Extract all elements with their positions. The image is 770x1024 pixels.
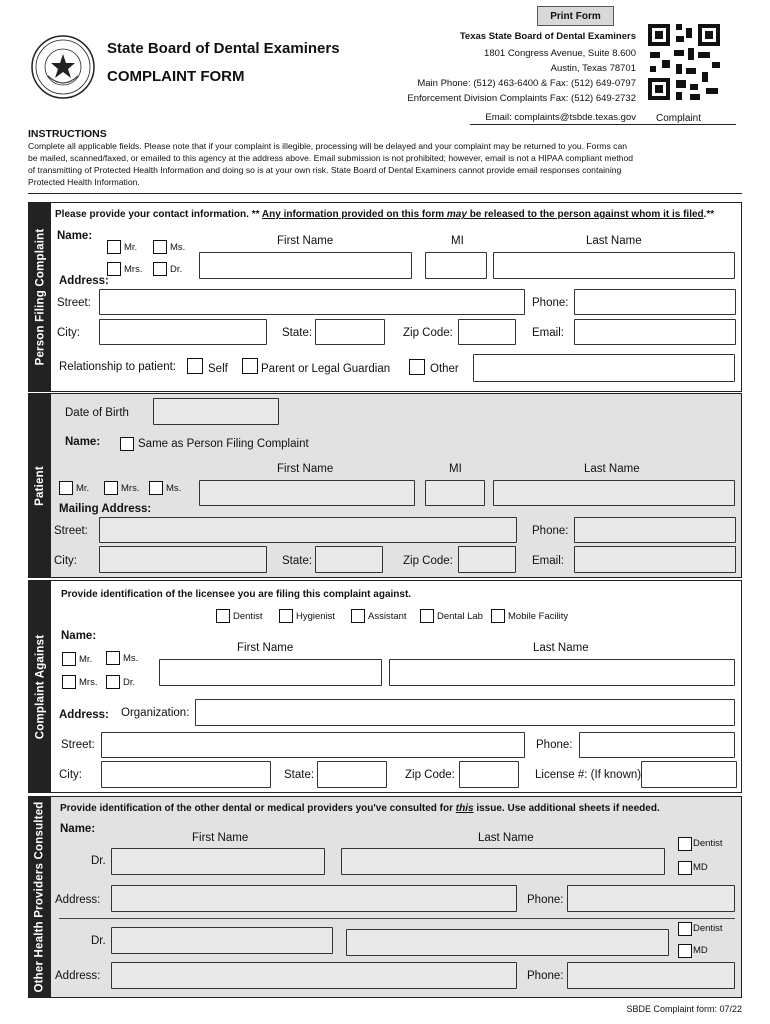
against-organization-input[interactable] [195, 699, 735, 726]
instructions-title: INSTRUCTIONS [28, 128, 107, 140]
patient-mrs-option[interactable] [104, 481, 139, 495]
filer-last-name-input[interactable] [493, 252, 735, 279]
patient-zip-input[interactable] [458, 546, 516, 573]
against-organization-label: Organization: [121, 707, 190, 719]
section-person-filing [28, 202, 742, 392]
filer-mrs-option[interactable] [107, 262, 142, 276]
side-label-person-filing: Person Filing Complaint [29, 203, 51, 391]
patient-dob-input[interactable] [153, 398, 279, 425]
provider2-dentist-checkbox[interactable] [678, 922, 692, 936]
against-mrs-checkbox[interactable] [62, 675, 76, 689]
against-address-label: Address: [59, 709, 109, 721]
against-type-dental-lab-option[interactable] [420, 609, 483, 623]
patient-last-name-label: Last Name [584, 463, 640, 475]
filer-zip-label: Zip Code: [403, 327, 453, 339]
against-state-label: State: [284, 769, 315, 781]
filer-zip-input[interactable] [458, 319, 516, 345]
filer-ms-checkbox[interactable] [153, 240, 167, 254]
relationship-other-input[interactable] [473, 354, 735, 382]
patient-first-name-label: First Name [277, 463, 334, 475]
against-type-hygienist-checkbox[interactable] [279, 609, 293, 623]
agency-name: Texas State Board of Dental Examiners [459, 31, 636, 42]
filer-mr-option[interactable] [107, 240, 137, 254]
qr-label: Complaint [656, 113, 702, 124]
filer-street-input[interactable] [99, 289, 525, 315]
filer-name-label: Name: [57, 230, 93, 242]
patient-ms-label: Ms. [166, 482, 182, 494]
filer-ms-label: Ms. [170, 241, 186, 253]
against-first-name-label: First Name [237, 642, 294, 654]
patient-city-input[interactable] [99, 546, 267, 573]
against-phone-label: Phone: [536, 739, 573, 751]
relationship-other-checkbox[interactable] [409, 359, 425, 375]
patient-last-name-input[interactable] [493, 480, 735, 506]
patient-same-label: Same as Person Filing Complaint [138, 438, 309, 450]
form-version-footer: SBDE Complaint form: 07/22 [626, 1004, 742, 1014]
patient-email-input[interactable] [574, 546, 736, 573]
patient-ms-option[interactable] [149, 481, 181, 495]
print-form-button[interactable]: Print Form [537, 6, 614, 26]
against-type-dental-lab-label: Dental Lab [437, 610, 483, 622]
patient-name-label: Name: [65, 436, 101, 448]
filer-first-name-label: First Name [277, 235, 334, 247]
filer-state-input[interactable] [315, 319, 385, 345]
filer-mr-label: Mr. [124, 241, 138, 253]
against-zip-label: Zip Code: [405, 769, 455, 781]
instructions-line3: of transmitting of Protected Health Information and doing so is at your own risk. State Board of Dental Examiners cannot provide email responses containing [28, 165, 622, 175]
qr-code-icon [646, 22, 722, 102]
against-street-label: Street: [61, 739, 95, 751]
instructions-line4: Protected Health Information. [28, 177, 140, 187]
provider2-address-input[interactable] [111, 962, 517, 989]
patient-state-input[interactable] [315, 546, 383, 573]
instructions-rule [28, 193, 742, 194]
filer-city-label: City: [57, 327, 80, 339]
filer-last-name-label: Last Name [586, 235, 642, 247]
against-notice: Provide identification of the licensee you are filing this complaint against. [61, 589, 412, 600]
agency-address2: Austin, Texas 78701 [550, 63, 636, 74]
against-type-hygienist-option[interactable] [279, 609, 335, 623]
instructions-line1: Complete all applicable fields. Please note that if your complaint is illegible, processing will be delayed and your complaint may be returned to you. Forms can [28, 141, 628, 151]
against-type-dental-lab-checkbox[interactable] [420, 609, 434, 623]
relationship-guardian-checkbox[interactable] [242, 358, 258, 374]
patient-mrs-checkbox[interactable] [104, 481, 118, 495]
filer-address-label: Address: [59, 275, 109, 287]
side-label-other-providers: Other Health Providers Consulted [29, 797, 51, 997]
relationship-self-label: Self [208, 363, 228, 375]
against-type-hygienist-label: Hygienist [296, 610, 336, 622]
filer-phone-input[interactable] [574, 289, 736, 315]
patient-zip-label: Zip Code: [403, 555, 453, 567]
filer-mrs-label: Mrs. [124, 263, 143, 275]
against-zip-input[interactable] [459, 761, 519, 788]
provider1-last-name-label: Last Name [478, 832, 534, 844]
against-license-label: License #: (If known) [535, 769, 642, 781]
agency-address1: 1801 Congress Avenue, Suite 8.600 [484, 48, 636, 59]
side-label-complaint-against: Complaint Against [29, 581, 51, 792]
against-mr-label: Mr. [79, 653, 93, 665]
filer-relationship-label: Relationship to patient: [59, 361, 176, 373]
providers-name-label: Name: [60, 823, 96, 835]
provider2-phone-input[interactable] [567, 962, 735, 989]
against-type-mobile-facility-checkbox[interactable] [491, 609, 505, 623]
filer-mi-label: MI [451, 235, 464, 247]
provider1-first-name-label: First Name [192, 832, 249, 844]
agency-phone: Main Phone: (512) 463-6400 & Fax: (512) 649-0797 [417, 78, 636, 89]
section-patient [28, 393, 742, 578]
filer-ms-option[interactable] [153, 240, 185, 254]
provider1-address-input[interactable] [111, 885, 517, 912]
relationship-other-label: Other [430, 363, 459, 375]
patient-email-label: Email: [532, 555, 564, 567]
patient-mr-checkbox[interactable] [59, 481, 73, 495]
filer-email-label: Email: [532, 327, 564, 339]
provider1-dentist-checkbox[interactable] [678, 837, 692, 851]
state-seal [30, 34, 96, 100]
against-first-name-input[interactable] [159, 659, 382, 686]
provider2-dentist-label: Dentist [693, 923, 723, 934]
patient-mrs-label: Mrs. [121, 482, 140, 494]
against-phone-input[interactable] [579, 732, 735, 758]
filer-notice: Please provide your contact information. ** Any information provided on this form may be released to the person against whom it is filed.** [55, 209, 715, 220]
against-dr-checkbox[interactable] [106, 675, 120, 689]
provider2-dr-label: Dr. [91, 935, 106, 947]
agency-enforcement-fax: Enforcement Division Complaints Fax: (512) 649-2732 [407, 93, 636, 104]
provider1-md-label: MD [693, 862, 708, 873]
patient-mr-option[interactable] [59, 481, 89, 495]
board-name: State Board of Dental Examiners [107, 40, 340, 57]
filer-state-label: State: [282, 327, 313, 339]
against-type-mobile-facility-label: Mobile Facility [508, 610, 569, 622]
section-other-providers [28, 796, 742, 998]
against-mr-option[interactable] [62, 652, 92, 666]
filer-email-input[interactable] [574, 319, 736, 345]
provider1-address-label: Address: [55, 894, 101, 906]
filer-city-input[interactable] [99, 319, 267, 345]
against-type-assistant-option[interactable] [351, 609, 407, 623]
filer-mrs-checkbox[interactable] [107, 262, 121, 276]
providers-divider [59, 918, 735, 919]
patient-phone-label: Phone: [532, 525, 569, 537]
filer-phone-label: Phone: [532, 297, 569, 309]
patient-mailing-label: Mailing Address: [59, 503, 152, 515]
provider2-phone-label: Phone: [527, 970, 564, 982]
providers-notice: Provide identification of the other dental or medical providers you've consulted for this issue. Use additional sheets if needed. [60, 803, 660, 814]
patient-city-label: City: [54, 555, 77, 567]
against-ms-label: Ms. [123, 652, 139, 664]
relationship-self-checkbox[interactable] [187, 358, 203, 374]
against-last-name-label: Last Name [533, 642, 589, 654]
against-state-input[interactable] [317, 761, 387, 788]
patient-street-input[interactable] [99, 517, 517, 543]
side-label-patient: Patient [29, 394, 51, 577]
filer-dr-option[interactable] [153, 262, 182, 276]
patient-same-checkbox[interactable] [120, 437, 134, 451]
against-city-input[interactable] [101, 761, 271, 788]
patient-dob-label: Date of Birth [65, 407, 129, 419]
provider1-phone-input[interactable] [567, 885, 735, 912]
against-mrs-label: Mrs. [79, 676, 98, 688]
patient-ms-checkbox[interactable] [149, 481, 163, 495]
against-ms-checkbox[interactable] [106, 651, 120, 665]
filer-dr-label: Dr. [170, 263, 183, 275]
provider1-md-checkbox[interactable] [678, 861, 692, 875]
form-title: COMPLAINT FORM [107, 68, 245, 85]
provider2-last-name-input[interactable] [346, 929, 669, 956]
provider2-md-checkbox[interactable] [678, 944, 692, 958]
provider1-last-name-input[interactable] [341, 848, 665, 875]
against-type-assistant-checkbox[interactable] [351, 609, 365, 623]
against-type-dentist-label: Dentist [233, 610, 263, 622]
patient-state-label: State: [282, 555, 313, 567]
against-dr-option[interactable] [106, 675, 135, 689]
provider1-dentist-label: Dentist [693, 838, 723, 849]
patient-mi-label: MI [449, 463, 462, 475]
against-city-label: City: [59, 769, 82, 781]
against-type-assistant-label: Assistant [368, 610, 407, 622]
patient-street-label: Street: [54, 525, 88, 537]
against-type-dentist-option[interactable] [216, 609, 263, 623]
filer-street-label: Street: [57, 297, 91, 309]
provider1-dr-label: Dr. [91, 855, 106, 867]
filer-dr-checkbox[interactable] [153, 262, 167, 276]
provider2-address-label: Address: [55, 970, 101, 982]
section-complaint-against [28, 580, 742, 793]
instructions-line2: be mailed, scanned/faxed, or emailed to this agency at the address above. Email submission is not prohibited; however, email is not a HIPAA compliant method [28, 153, 634, 163]
patient-first-name-input[interactable] [199, 480, 415, 506]
against-dr-label: Dr. [123, 676, 136, 688]
provider2-md-label: MD [693, 945, 708, 956]
against-last-name-input[interactable] [389, 659, 735, 686]
filer-first-name-input[interactable] [199, 252, 412, 279]
patient-phone-input[interactable] [574, 517, 736, 543]
agency-email[interactable]: Email: complaints@tsbde.texas.gov [485, 112, 636, 123]
provider1-first-name-input[interactable] [111, 848, 325, 875]
against-license-input[interactable] [641, 761, 737, 788]
against-ms-option[interactable] [106, 651, 138, 665]
against-name-label: Name: [61, 630, 97, 642]
relationship-guardian-label: Parent or Legal Guardian [261, 363, 391, 375]
provider1-phone-label: Phone: [527, 894, 564, 906]
patient-mr-label: Mr. [76, 482, 90, 494]
provider2-first-name-input[interactable] [111, 927, 333, 954]
against-type-dentist-checkbox[interactable] [216, 609, 230, 623]
filer-mi-input[interactable] [425, 252, 487, 279]
against-mr-checkbox[interactable] [62, 652, 76, 666]
against-type-mobile-facility-option[interactable] [491, 609, 568, 623]
patient-mi-input[interactable] [425, 480, 485, 506]
against-mrs-option[interactable] [62, 675, 97, 689]
against-street-input[interactable] [101, 732, 525, 758]
filer-mr-checkbox[interactable] [107, 240, 121, 254]
